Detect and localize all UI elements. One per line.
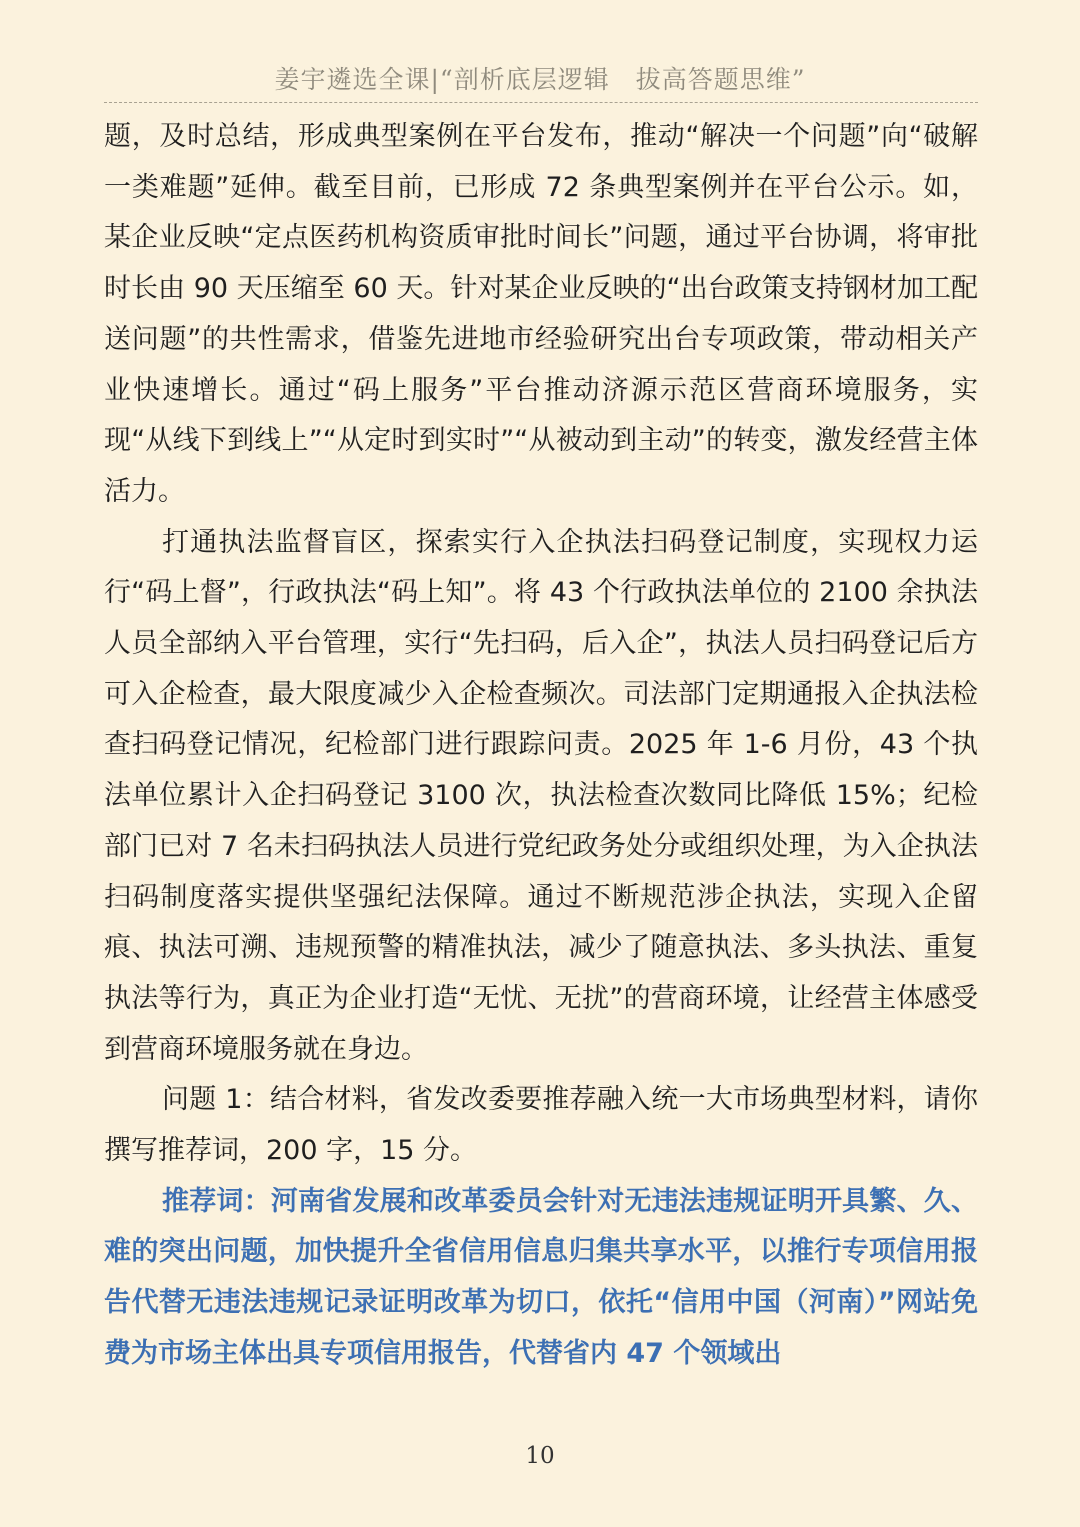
- paragraph-continued-case: 题，及时总结，形成典型案例在平台发布，推动“解决一个问题”向“破解一类难题”延伸。截至目前，已形成 72 条典型案例并在平台公示。如，某企业反映“定点医药机构资质审批时间长”问题，通过平台协调，将审批时长由 90 天压缩至 60 天。针对某企业反映的“出台政策支持钢材加工配送问题”的共性需求，借鉴先进地市经验研究出台专项政策，带动相关产业快速增长。通过“码上服务”平台推动济源示范区营商环境服务，实现“从线下到线上”“从定时到实时”“从被动到主动”的转变，激发经营主体活力。: [104, 121, 978, 507]
- paragraph-enforcement-supervision: 打通执法监督盲区，探索实行入企执法扫码登记制度，实现权力运行“码上督”，行政执法“码上知”。将 43 个行政执法单位的 2100 余执法人员全部纳入平台管理，实行“先扫码，后入企”，执法人员扫码登记后方可入企检查，最大限度减少入企检查频次。司法部门定期通报入企执法检查扫码登记情况，纪检部门进行跟踪问责。2025 年 1-6 月份，43 个执法单位累计入企扫码登记 3100 次，执法检查次数同比降低 15%；纪检部门已对 7 名未扫码执法人员进行党纪政务处分或组织处理，为入企执法扫码制度落实提供坚强纪法保障。通过不断规范涉企执法，实现入企留痕、执法可溯、违规预警的精准执法，减少了随意执法、多头执法、重复执法等行为，真正为企业打造“无忧、无扰”的营商环境，让经营主体感受到营商环境服务就在身边。: [104, 526, 978, 1065]
- header-divider: [104, 102, 978, 103]
- recommendation-answer: 推荐词：河南省发展和改革委员会针对无违法违规证明开具繁、久、难的突出问题，加快提升全省信用信息归集共享水平，以推行专项信用报告代替无违法违规记录证明改革为切口，依托“信用中国（河南）”网站免费为市场主体出具专项信用报告，代替省内 47 个领域出: [104, 1185, 978, 1369]
- document-body: [104, 112, 978, 1380]
- page-number: 10: [525, 1443, 555, 1469]
- question-prompt: 问题 1：结合材料，省发改委要推荐融入统一大市场典型材料，请你撰写推荐词，200 字，15 分。: [104, 1084, 978, 1167]
- running-header: 姜宇遴选全课|“剖析底层逻辑 拔高答题思维”: [274, 65, 806, 94]
